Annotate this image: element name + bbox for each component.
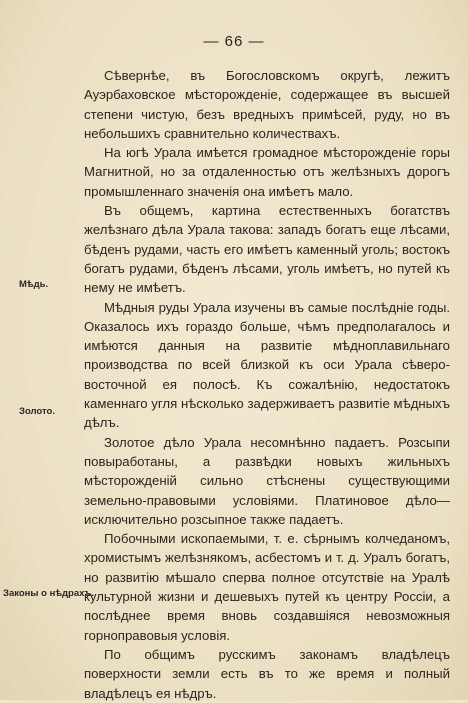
paragraph-laws: По общимъ русскимъ законамъ владѣлецъ поверхности земли есть въ то же время и полный владѣлецъ ея нѣдръ. <box>84 646 450 701</box>
paragraph-general: Въ общемъ, картина естественныхъ богатствъ желѣзнаго дѣла Урала такова: западъ богатъ еще лѣсами, бѣденъ рудами, часть его имѣетъ каменный уголь; востокъ богатъ рудами, бѣденъ лѣсами, уголь имѣетъ, но путей къ нему не имѣетъ. <box>84 203 450 296</box>
paragraph-magnitnaya: На югѣ Урала имѣется громадное мѣсторожденіе горы Магнитной, но за отдаленностью отъ желѣзныхъ дорогъ промышленнаго значенія она имѣетъ мало. <box>84 145 450 199</box>
paragraph-bogoslovsk: Сѣвернѣе, въ Богословскомъ округѣ, лежитъ Ауэрбаховское мѣсторожденіе, содержащее въ высшей степени чистую, безъ вредныхъ примѣсей, руду, но въ небольшихъ сравнительно количествахъ. <box>84 68 450 141</box>
margin-note-gold: Золото. <box>19 406 55 417</box>
paragraph-copper: Мѣдныя руды Урала изучены въ самые послѣдніе годы. Оказалось ихъ гораздо больше, чѣмъ предполагалось и имѣются данныя на развитіе мѣдноплавильнаго производства по всей близкой къ оси Урала сѣверо-восточной ея полосѣ. Къ сожалѣнію, недостатокъ каменнаго угля нѣсколько задерживаетъ развитіе мѣдныхъ дѣлъ. <box>84 299 450 431</box>
paragraph-minor-minerals: Побочными ископаемыми, т. е. сѣрнымъ колчеданомъ, хромистымъ желѣзнякомъ, асбестомъ и т. д. Уралъ богатъ, но развитію мѣшало сперва полное отсутствіе на Уралѣ культурной жизни и дешевыхъ путей къ центру Россіи, а послѣднее время вновь создавшіяся невозможныя горноправовыя условія. <box>84 531 450 643</box>
paragraph-gold: Золотое дѣло Урала несомнѣнно падаетъ. Розсыпи повыработаны, а развѣдки новыхъ жильныхъ мѣсторожденій сильно стѣснены существующими земельно-правовыми условіями. Платиновое дѣло—исключительно розсыпное также падаетъ. <box>84 434 450 527</box>
margin-note-laws: Законы о нѣдрахъ. <box>3 588 94 599</box>
margin-note-copper: Мѣдь. <box>19 279 49 290</box>
page-number: — 66 — <box>203 33 265 50</box>
text-body <box>84 66 450 703</box>
